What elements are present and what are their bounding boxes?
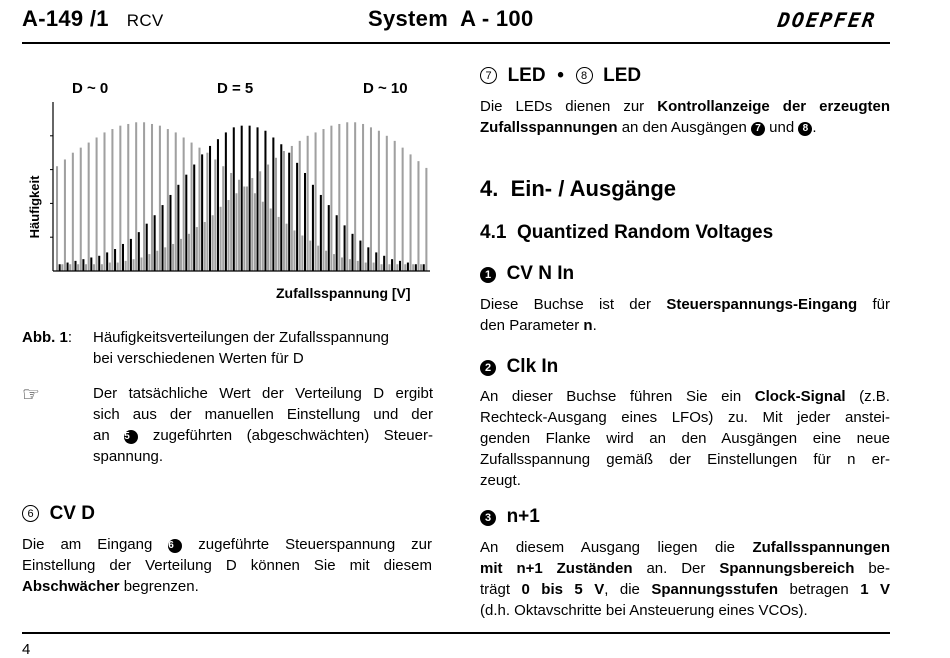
header-model: [22, 6, 164, 32]
note-text: [93, 383, 433, 467]
bar-d-5-7: [114, 249, 116, 271]
bar-d-10-28: [283, 151, 285, 271]
text-bold: Spannungsstufen: [651, 581, 779, 598]
clk-title: Clk In: [506, 356, 559, 377]
clk-line: zeugt.: [480, 472, 521, 489]
bar-d-5-39: [367, 247, 369, 271]
clk-heading: [480, 356, 558, 378]
text-part: und: [769, 119, 795, 136]
bar-d-0-29: [286, 224, 288, 271]
text-part: Diese Buchse ist der: [480, 296, 651, 313]
text-part: be-: [868, 560, 891, 577]
text-bold: Steuerspannungs-Eingang: [666, 296, 858, 313]
bar-d-0-23: [238, 180, 240, 271]
text-part: , die: [604, 581, 640, 598]
bar-d-0-38: [357, 261, 359, 271]
bar-d-10-42: [394, 141, 396, 271]
bar-d-0-31: [301, 236, 303, 271]
bar-d-0-41: [381, 264, 383, 271]
cv-n-line: [480, 294, 890, 315]
header-model-text: A-149 /1: [22, 6, 109, 31]
bar-d-10-27: [275, 158, 277, 271]
number-1-icon: 1: [480, 267, 496, 283]
bar-d-5-20: [217, 139, 219, 271]
text-bold: Clock-Signal: [754, 388, 846, 405]
bar-d-5-30: [296, 163, 298, 271]
bar-d-10-9: [133, 259, 135, 271]
bar-d-10-45: [417, 161, 419, 271]
bar-d-5-40: [375, 252, 377, 271]
bar-d-5-29: [288, 153, 290, 271]
bar-d-5-34: [328, 205, 330, 271]
bar-d-10-40: [378, 131, 380, 271]
section-4-heading: 4. Ein- / Ausgänge: [480, 176, 676, 201]
bar-d-10-21: [227, 200, 229, 271]
text-bold: Zufallsspannungen: [480, 119, 618, 136]
bar-d-0-37: [349, 259, 351, 271]
text-part: Die am Eingang: [22, 536, 153, 553]
bar-d-0-1: [64, 159, 66, 271]
caption-colon: :: [67, 329, 73, 346]
bar-d-0-42: [388, 264, 390, 271]
bar-d-10-35: [338, 124, 340, 271]
bar-d-5-25: [257, 127, 259, 271]
note-line: Der tatsächliche Wert der Verteilung D ergibt: [93, 385, 433, 402]
y-axis-label: Häufigkeit: [27, 175, 42, 239]
bar-d-0-18: [198, 148, 200, 271]
bar-d-0-40: [373, 263, 375, 271]
bar-d-10-38: [362, 124, 364, 271]
bar-d-5-31: [304, 173, 306, 271]
number-7-icon: 7: [751, 122, 765, 136]
number-5-icon: 5: [124, 430, 138, 444]
bar-d-10-32: [315, 132, 317, 271]
bar-d-5-33: [320, 195, 322, 271]
bar-d-10-17: [196, 227, 198, 271]
n1-heading: [480, 506, 540, 528]
label-d5: D = 5: [217, 80, 254, 97]
header-system: System A - 100: [368, 6, 534, 31]
text-bold: n: [583, 317, 593, 334]
bar-d-10-37: [354, 122, 356, 271]
clk-text: [480, 386, 890, 491]
bar-d-5-23: [241, 126, 243, 271]
bar-d-0-25: [254, 193, 256, 271]
n1-line: (d.h. Oktavschritte bei Ansteuerung eines VCOs).: [480, 602, 808, 619]
number-2-icon: 2: [480, 360, 496, 376]
bar-d-10-46: [425, 168, 427, 271]
bar-d-10-41: [386, 136, 388, 271]
section-4-1-heading: 4.1 Quantized Random Voltages: [480, 222, 774, 243]
bar-d-0-44: [404, 264, 406, 271]
caption-line: Häufigkeitsverteilungen der Zufallsspannung: [93, 329, 390, 346]
bar-d-0-13: [159, 126, 161, 271]
bar-d-10-12: [156, 251, 158, 271]
note-text-part: zugeführten (abgeschwächten) Steuer-: [152, 427, 433, 444]
bar-d-10-43: [402, 148, 404, 271]
bullet: •: [557, 65, 564, 86]
bar-d-0-39: [365, 263, 367, 271]
bar-d-0-17: [191, 143, 193, 271]
caption-label-text: Abb. 1: [22, 329, 68, 346]
bar-d-10-5: [101, 264, 103, 271]
bar-d-5-22: [233, 127, 235, 271]
n1-line: [480, 579, 890, 600]
bar-d-5-15: [177, 185, 179, 271]
bar-d-10-22: [235, 193, 237, 271]
bar-d-10-6: [109, 263, 111, 271]
page-number: 4: [22, 641, 31, 658]
number-7-icon: 7: [480, 67, 497, 84]
bar-d-0-9: [127, 124, 129, 271]
text-part: .: [592, 317, 597, 334]
bar-d-0-45: [412, 264, 414, 271]
bar-d-10-3: [85, 264, 87, 271]
cv-n-title: CV N In: [506, 263, 575, 284]
bar-d-0-30: [293, 230, 295, 271]
bar-d-0-28: [278, 217, 280, 271]
bar-d-10-34: [330, 126, 332, 271]
bar-d-10-15: [180, 239, 182, 271]
header-rule: [22, 42, 890, 44]
text-part: begrenzen.: [123, 578, 199, 595]
note-line: spannung.: [93, 448, 164, 465]
bar-d-0-15: [175, 132, 177, 271]
cv-d-heading: [22, 503, 95, 525]
bar-d-10-8: [125, 261, 127, 271]
bar-d-0-14: [167, 129, 169, 271]
bar-d-0-16: [183, 137, 185, 271]
text-part: Die LEDs dienen zur: [480, 98, 645, 115]
bar-d-5-28: [280, 144, 282, 271]
bar-d-10-25: [259, 171, 261, 271]
bar-d-0-7: [111, 129, 113, 271]
cv-d-text: [22, 534, 432, 597]
cv-d-line: Einstellung der Verteilung D können Sie mit diesem: [22, 557, 432, 574]
text-bold: Kontrollanzeige der erzeugten: [657, 98, 891, 115]
bar-d-0-34: [325, 251, 327, 271]
distribution-chart: [22, 72, 442, 312]
bar-d-5-10: [138, 232, 140, 271]
doepfer-logo: DOEPFER: [776, 8, 878, 32]
bar-d-0-32: [309, 241, 311, 271]
bar-d-5-4: [90, 257, 92, 271]
text-bold: Zufallsspannungen: [752, 539, 890, 556]
led-title: LED: [507, 65, 546, 86]
bar-d-0-35: [333, 254, 335, 271]
cv-n-heading: [480, 263, 574, 285]
bar-d-0-24: [246, 187, 248, 272]
bar-d-0-12: [151, 124, 153, 271]
text-bold: 0 bis 5 V: [521, 581, 605, 598]
bar-d-0-0: [56, 166, 58, 271]
header-module: RCV: [126, 11, 164, 30]
text-part: den Parameter: [480, 317, 580, 334]
bar-d-0-33: [317, 246, 319, 271]
bar-d-10-0: [61, 264, 63, 271]
bar-d-5-9: [130, 239, 132, 271]
bar-d-10-23: [243, 187, 245, 272]
text-part: zugeführte Steuerspannung zur: [198, 536, 433, 553]
text-bold: mit n+1 Zuständen: [480, 560, 633, 577]
figure-caption: [93, 327, 433, 369]
bar-d-10-36: [346, 122, 348, 271]
bar-d-0-21: [222, 166, 224, 271]
text-bold: 1 V: [860, 581, 890, 598]
bar-d-5-42: [391, 259, 393, 271]
bar-d-10-10: [140, 257, 142, 271]
bar-d-5-18: [201, 154, 203, 271]
text-part: trägt: [480, 581, 511, 598]
note-line: [93, 425, 433, 446]
clk-line: genden Flanke wird an den Ausgängen eine neue: [480, 430, 890, 447]
cv-n-text: [480, 294, 890, 336]
bar-d-5-44: [407, 263, 409, 271]
bar-d-5-41: [383, 256, 385, 271]
n1-line: [480, 537, 890, 558]
caption-label: [22, 327, 94, 348]
bar-d-10-2: [77, 264, 79, 271]
bar-d-5-1: [67, 263, 69, 271]
number-6-icon: 6: [168, 539, 182, 553]
bar-d-10-11: [148, 254, 150, 271]
bar-d-0-43: [396, 264, 398, 271]
bar-d-5-6: [106, 252, 108, 271]
text-part: an den Ausgängen: [621, 119, 747, 136]
bar-d-5-17: [193, 165, 195, 271]
text-part: für: [872, 296, 890, 313]
bar-d-10-18: [204, 222, 206, 271]
bar-d-5-19: [209, 146, 211, 271]
note-text-part: an: [93, 427, 110, 444]
text-part: An dieser Buchse führen Sie ein: [480, 388, 742, 405]
bar-d-5-27: [272, 137, 274, 271]
bar-d-0-4: [88, 143, 90, 271]
number-8-icon: 8: [576, 67, 593, 84]
bar-d-0-6: [103, 132, 105, 271]
number-8-icon: 8: [798, 122, 812, 136]
note-line: sich aus der manuellen Einstellung und der: [93, 406, 433, 423]
bar-group: [56, 122, 427, 271]
n1-text: [480, 537, 890, 621]
bar-d-10-31: [307, 136, 309, 271]
bar-d-5-2: [74, 261, 76, 271]
bar-d-5-36: [344, 225, 346, 271]
number-6-icon: 6: [22, 505, 39, 522]
bar-d-5-43: [399, 261, 401, 271]
bar-d-10-29: [291, 146, 293, 271]
text-bold: Abschwächer: [22, 578, 120, 595]
bar-d-0-3: [80, 148, 82, 271]
bar-d-5-26: [264, 131, 266, 271]
bar-d-10-1: [69, 264, 71, 271]
clk-line: Rechteck-Ausgang eines LFOs) zu. Mit jeder anstei-: [480, 409, 890, 426]
bar-d-10-4: [93, 264, 95, 271]
led-heading: [480, 65, 641, 87]
bar-d-10-16: [188, 234, 190, 271]
x-axis-label: Zufallsspannung [V]: [276, 285, 411, 301]
text-part: (z.B.: [859, 388, 890, 405]
bar-d-10-19: [212, 215, 214, 271]
bar-d-5-8: [122, 244, 124, 271]
bar-d-0-5: [96, 137, 98, 271]
cv-n-line: [480, 315, 890, 336]
led-line: [480, 96, 890, 117]
led-title: LED: [603, 65, 642, 86]
bar-d-0-10: [135, 122, 137, 271]
bar-d-5-24: [249, 126, 251, 271]
text-part: an. Der: [646, 560, 706, 577]
label-d0: D ~ 0: [72, 80, 109, 97]
cv-d-title: CV D: [49, 503, 95, 524]
bar-d-10-44: [410, 154, 412, 271]
bar-d-10-13: [164, 247, 166, 271]
bar-d-10-30: [299, 141, 301, 271]
bar-d-0-2: [72, 153, 74, 271]
n1-line: [480, 558, 890, 579]
bar-d-5-45: [415, 264, 417, 271]
bar-d-10-26: [267, 165, 269, 271]
text-part: betragen: [789, 581, 849, 598]
bar-d-0-27: [270, 208, 272, 271]
n1-title: n+1: [506, 506, 540, 527]
text-bold: Spannungsbereich: [719, 560, 855, 577]
led-text: [480, 96, 890, 138]
text-part: .: [812, 119, 817, 136]
bar-d-0-26: [262, 202, 264, 271]
bar-d-5-3: [82, 259, 84, 271]
bar-d-10-20: [220, 207, 222, 271]
bar-d-5-14: [169, 195, 171, 271]
caption-line: bei verschiedenen Werten für D: [93, 350, 304, 367]
led-line: [480, 117, 890, 138]
bar-d-10-14: [172, 244, 174, 271]
bar-d-0-20: [214, 159, 216, 271]
bar-d-0-46: [420, 264, 422, 271]
bar-d-5-12: [154, 215, 156, 271]
bar-d-0-11: [143, 122, 145, 271]
bar-d-5-32: [312, 185, 314, 271]
bar-d-0-19: [206, 153, 208, 271]
label-d10: D ~ 10: [363, 80, 408, 97]
bar-d-5-5: [98, 256, 100, 271]
bar-d-10-7: [117, 263, 119, 271]
number-3-icon: 3: [480, 510, 496, 526]
bar-d-5-0: [59, 264, 61, 271]
distribution-figure: [22, 72, 442, 312]
bar-d-5-16: [185, 175, 187, 271]
clk-line: [480, 386, 890, 407]
cv-d-line: [22, 576, 432, 597]
pointing-hand-icon: ☞: [22, 384, 40, 406]
text-part: An diesem Ausgang liegen die: [480, 539, 736, 556]
bar-d-10-39: [370, 127, 372, 271]
bar-d-5-37: [351, 234, 353, 271]
bar-d-5-21: [225, 132, 227, 271]
cv-d-line: [22, 534, 432, 555]
bar-d-5-35: [336, 215, 338, 271]
clk-line: Zufallsspannung gemäß der Einstellungen für n er-: [480, 451, 890, 468]
bar-d-10-24: [251, 178, 253, 271]
bar-d-0-22: [230, 173, 232, 271]
bar-d-5-11: [146, 224, 148, 271]
bar-d-5-13: [162, 205, 164, 271]
bar-d-5-38: [359, 241, 361, 271]
footer-rule: [22, 632, 890, 634]
bar-d-0-36: [341, 257, 343, 271]
bar-d-0-8: [119, 126, 121, 271]
bar-d-5-46: [423, 264, 425, 271]
bar-d-10-33: [322, 129, 324, 271]
